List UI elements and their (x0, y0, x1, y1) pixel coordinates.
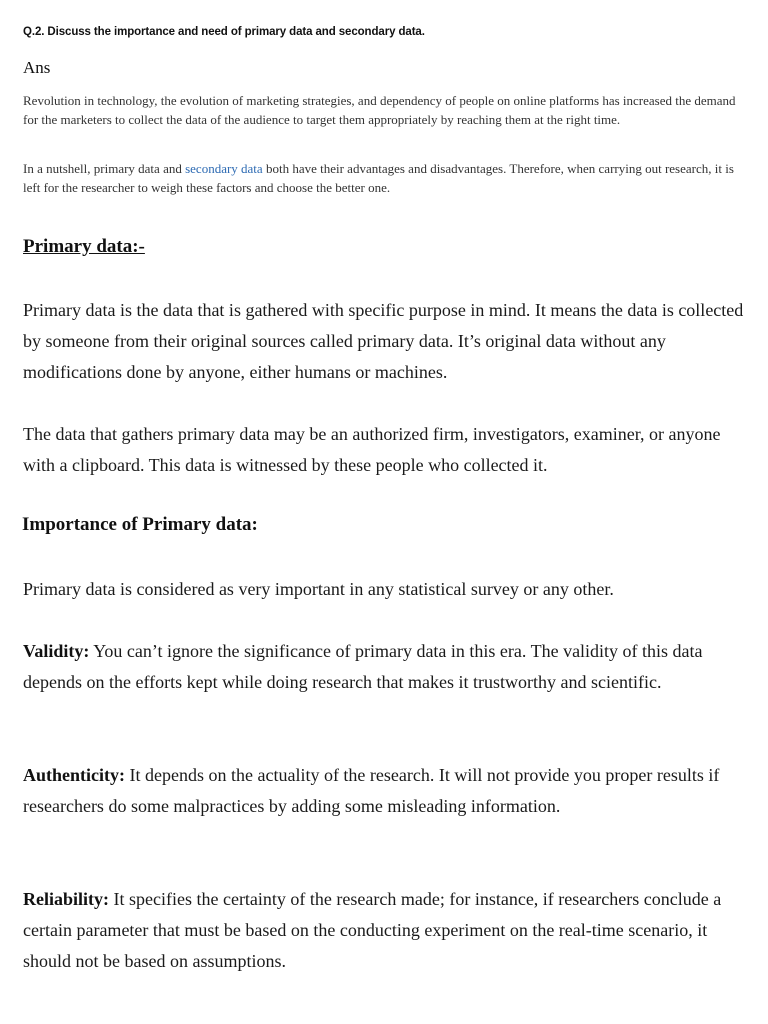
intro-paragraph: Revolution in technology, the evolution of marketing strategies, and dependency of people on online platforms has increased the demand for the marketers to collect the data of the audience to target them appropriately by reaching them at the right time. (23, 93, 736, 127)
authenticity-paragraph (23, 760, 753, 822)
primary-definition-paragraph: Primary data is the data that is gathered with specific purpose in mind. It means the data is collected by someone from their original sources called primary data. It’s original data without any modifications done by anyone, either humans or machines. (23, 300, 744, 382)
validity-text: You can’t ignore the significance of primary data in this era. The validity of this data depends on the efforts kept while doing research that makes it trustworthy and scientific. (23, 641, 703, 692)
primary-collectors-paragraph: The data that gathers primary data may be an authorized firm, investigators, examiner, or anyone with a clipboard. This data is witnessed by these people who collected it. (23, 424, 721, 475)
importance-heading: Importance of Primary data: (22, 514, 258, 535)
secondary-data-link[interactable]: secondary data (185, 161, 263, 176)
reliability-text: It specifies the certainty of the research made; for instance, if researchers conclude a certain parameter that must be based on the conducting experiment on the real-time scenario, it should not be based on assumptions. (23, 889, 722, 971)
authenticity-text: It depends on the actuality of the research. It will not provide you proper results if researchers do some malpractices by adding some misleading information. (23, 765, 720, 816)
question-heading: Q.2. Discuss the importance and need of primary data and secondary data. (23, 26, 425, 38)
summary-paragraph (23, 159, 751, 197)
reliability-paragraph (23, 884, 753, 977)
authenticity-term: Authenticity: (23, 765, 125, 785)
summary-text-start: In a nutshell, primary data and (23, 161, 186, 176)
importance-intro-paragraph: Primary data is considered as very important in any statistical survey or any other. (23, 579, 614, 599)
reliability-term: Reliability: (23, 889, 109, 909)
validity-term: Validity: (23, 641, 90, 661)
primary-data-heading: Primary data:- (23, 236, 145, 257)
answer-label: Ans (23, 58, 51, 77)
summary-text-end: both have their advantages and disadvantages. Therefore, when carrying out research, it is left for the researcher to weigh these factors and choose the better one. (23, 161, 734, 195)
validity-paragraph (23, 636, 753, 698)
